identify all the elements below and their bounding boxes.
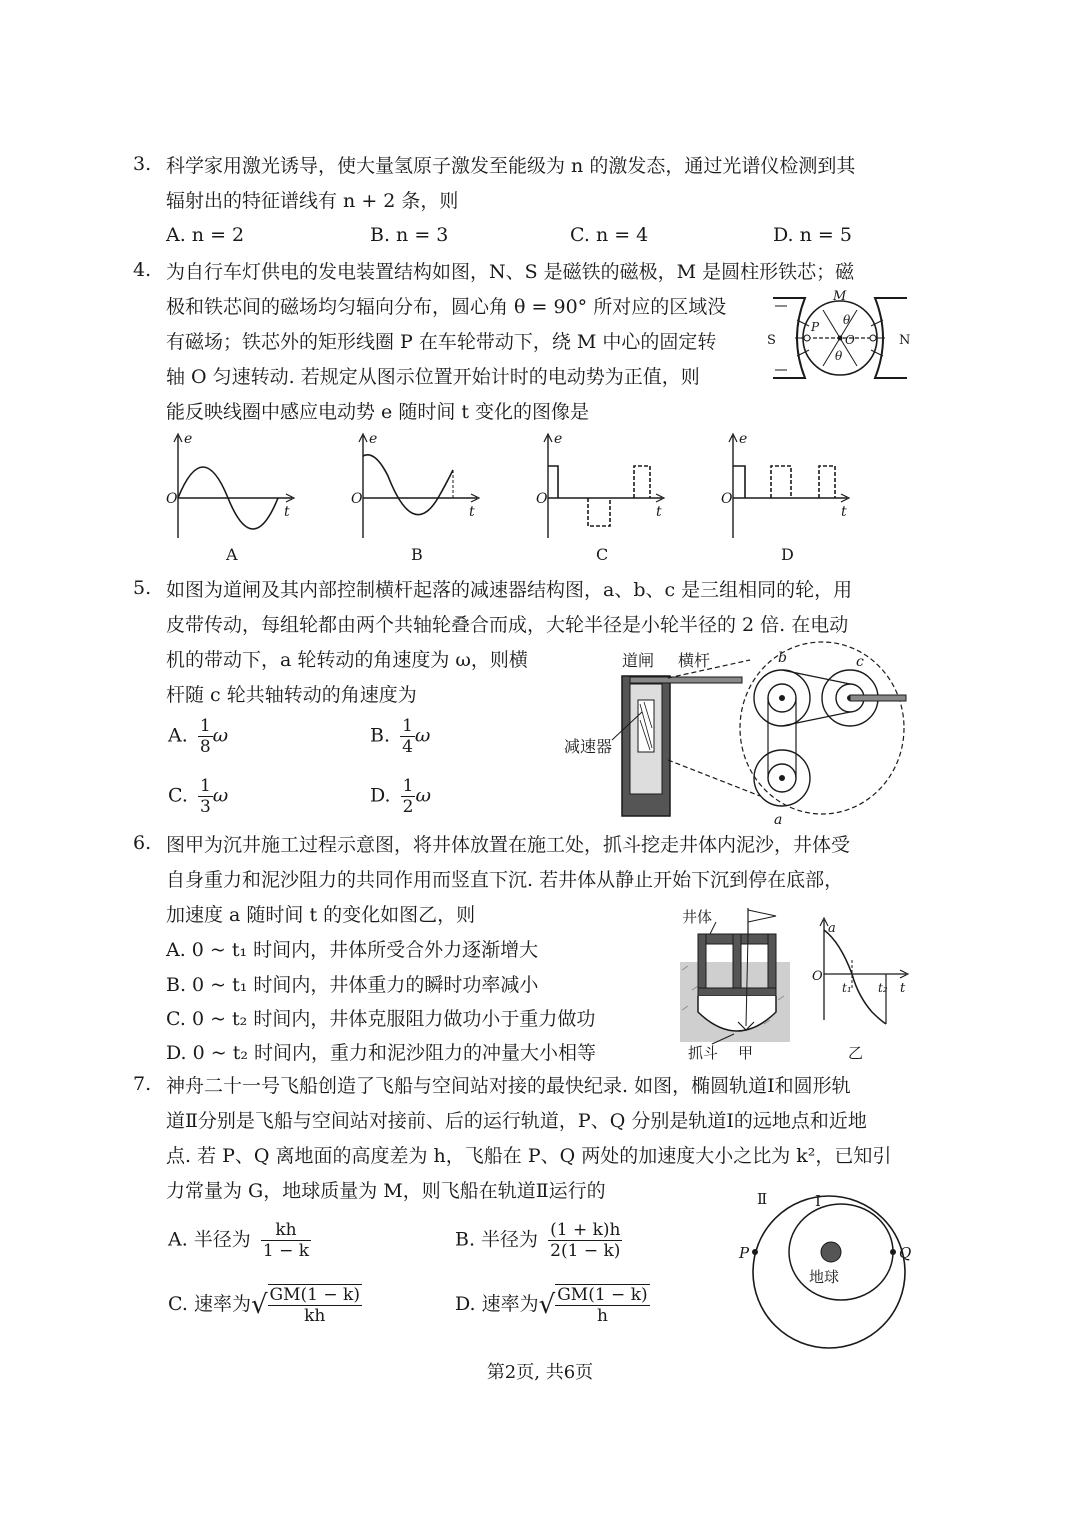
svg-text:t: t [469,504,475,520]
svg-text:t₁: t₁ [842,981,852,995]
figure-label-b: b [778,650,787,666]
acceleration-time-graph [812,918,908,1062]
q6-option-b: B. 0 ~ t₁ 时间内，井体重力的瞬时功率减小 [166,974,539,996]
svg-text:O: O [536,491,548,507]
q6-line-3: 加速度 a 随时间 t 的变化如图乙，则 [166,904,476,926]
q5-line-4: 杆随 c 轮共轴转动的角速度为 [166,684,417,706]
gate-reducer-figure [560,640,910,830]
q7-option-d: D. 速率为√ $\frac{GM(1 - k)}{h}$ [455,1285,648,1326]
q5-option-c: C. $\frac{1}{3}$ ω [168,776,229,817]
q3-number: 3. [133,153,152,175]
figure-label-yi: 乙 [848,1044,864,1062]
q6-option-d: D. 0 ~ t₂ 时间内，重力和泥沙阻力的冲量大小相等 [166,1042,597,1064]
generator-label-p: P [811,320,820,334]
q6-option-c: C. 0 ~ t₂ 时间内，井体克服阻力做功小于重力做功 [166,1008,596,1030]
orbit-label-earth: 地球 [809,1268,840,1286]
figure-label-a: a [774,812,783,828]
figure-label-jia: 甲 [738,1044,754,1062]
q6-option-a: A. 0 ~ t₁ 时间内，井体所受合外力逐渐增大 [166,939,539,961]
q3-option-b: B. n = 3 [370,224,449,246]
orbit-label-ii: Ⅱ [757,1190,768,1208]
figure-label-gate: 道闸 [622,651,655,670]
q4-line-1: 为自行车灯供电的发电装置结构如图，N、S 是磁铁的磁极，M 是圆柱形铁芯；磁 [166,261,855,283]
q4-line-3: 有磁场；铁芯外的矩形线圈 P 在车轮带动下，绕 M 中心的固定转 [166,331,717,353]
graph-a-label: A [226,545,238,564]
q7-line-4: 力常量为 G，地球质量为 M，则飞船在轨道Ⅱ运行的 [166,1180,606,1202]
graph-a [166,431,294,564]
svg-text:e: e [184,431,193,447]
generator-label-n: N [899,333,911,348]
orbit-label-p: P [739,1244,750,1262]
generator-label-s: S [767,333,776,348]
svg-text:t₂: t₂ [878,981,888,995]
q3-line-2: 辐射出的特征谱线有 n + 2 条，则 [166,190,459,212]
svg-text:a: a [828,921,836,936]
q7-option-c: C. 速率为√ $\frac{GM(1 - k)}{kh}$ [168,1285,360,1326]
caisson-figure [668,900,918,1065]
figure-label-well: 井体 [682,908,713,926]
figure-label-reducer: 减速器 [564,737,613,756]
q7-option-a: A. 半径为 $\frac{kh}{1 - k}$ [168,1220,310,1261]
q3-option-c: C. n = 4 [570,224,649,246]
generator-label-theta-bottom: θ [835,349,843,363]
svg-text:t: t [900,981,906,996]
graph-c-label: C [596,545,609,564]
q3-option-a: A. n = 2 [166,224,245,246]
q6-number: 6. [133,832,152,854]
generator-label-theta-top: θ [843,313,851,327]
q4-graphs [160,428,920,568]
q5-line-1: 如图为道闸及其内部控制横杆起落的减速器结构图，a、b、c 是三组相同的轮，用 [166,579,853,601]
q7-line-2: 道Ⅱ分别是飞船与空间站对接前、后的运行轨道，P、Q 分别是轨道Ⅰ的远地点和近地 [166,1110,867,1132]
svg-text:t: t [284,504,290,520]
generator-label-o: O [845,333,855,347]
q5-option-a: A. $\frac{1}{8}$ ω [168,716,229,757]
graph-c [536,431,664,564]
earth [821,1242,841,1262]
orbit-figure [735,1182,915,1362]
q7-line-1: 神舟二十一号飞船创造了飞船与空间站对接的最快纪录. 如图，椭圆轨道Ⅰ和圆形轨 [166,1075,851,1097]
q5-option-d: D. $\frac{1}{2}$ ω [370,776,431,817]
svg-text:e: e [554,431,563,447]
q7-line-3: 点. 若 P、Q 离地面的高度差为 h，飞船在 P、Q 两处的加速度大小之比为 k²，已知引 [166,1145,892,1167]
q4-line-5: 能反映线圈中感应电动势 e 随时间 t 变化的图像是 [166,401,590,423]
q4-line-2: 极和铁芯间的磁场均匀辐向分布，圆心角 θ = 90° 所对应的区域没 [166,296,727,318]
svg-text:O: O [166,491,178,507]
q3-line-1: 科学家用激光诱导，使大量氢原子激发至能级为 n 的激发态，通过光谱仪检测到其 [166,155,856,177]
orbit-label-q: Q [899,1244,912,1262]
svg-text:O: O [351,491,363,507]
figure-label-c: c [856,654,864,670]
q5-line-2: 皮带传动，每组轮都由两个共轴轮叠合而成，大轮半径是小轮半径的 2 倍. 在电动 [166,614,849,636]
generator-figure [765,288,915,388]
q6-line-2: 自身重力和泥沙阻力的共同作用而竖直下沉. 若井体从静止开始下沉到停在底部， [166,869,844,891]
svg-text:e: e [369,431,378,447]
graph-d [721,431,849,564]
q5-option-b: B. $\frac{1}{4}$ ω [370,716,431,757]
page-footer: 第2页, 共6页 [486,1362,594,1383]
graph-b-label: B [411,545,423,564]
q5-line-3: 机的带动下，a 轮转动的角速度为 ω，则横 [166,649,528,671]
figure-label-bar: 横杆 [678,651,711,670]
svg-text:O: O [812,969,823,984]
q4-number: 4. [133,259,152,281]
q7-number: 7. [133,1073,152,1095]
svg-text:O: O [721,491,733,507]
q3-option-d: D. n = 5 [773,224,852,246]
q5-number: 5. [133,577,152,599]
svg-text:e: e [739,431,748,447]
figure-label-grab: 抓斗 [688,1044,719,1062]
q4-line-4: 轴 O 匀速转动. 若规定从图示位置开始计时的电动势为正值，则 [166,366,700,388]
svg-text:t: t [656,504,662,520]
orbit-label-i: Ⅰ [815,1192,821,1210]
q7-option-b: B. 半径为 $\frac{(1 + k)h}{2(1 - k)}$ [455,1220,621,1261]
q6-line-1: 图甲为沉井施工过程示意图，将井体放置在施工处，抓斗挖走井体内泥沙，井体受 [166,834,851,856]
svg-text:t: t [841,504,847,520]
graph-b [351,431,479,564]
generator-label-m: M [833,289,847,304]
graph-d-label: D [781,545,794,564]
